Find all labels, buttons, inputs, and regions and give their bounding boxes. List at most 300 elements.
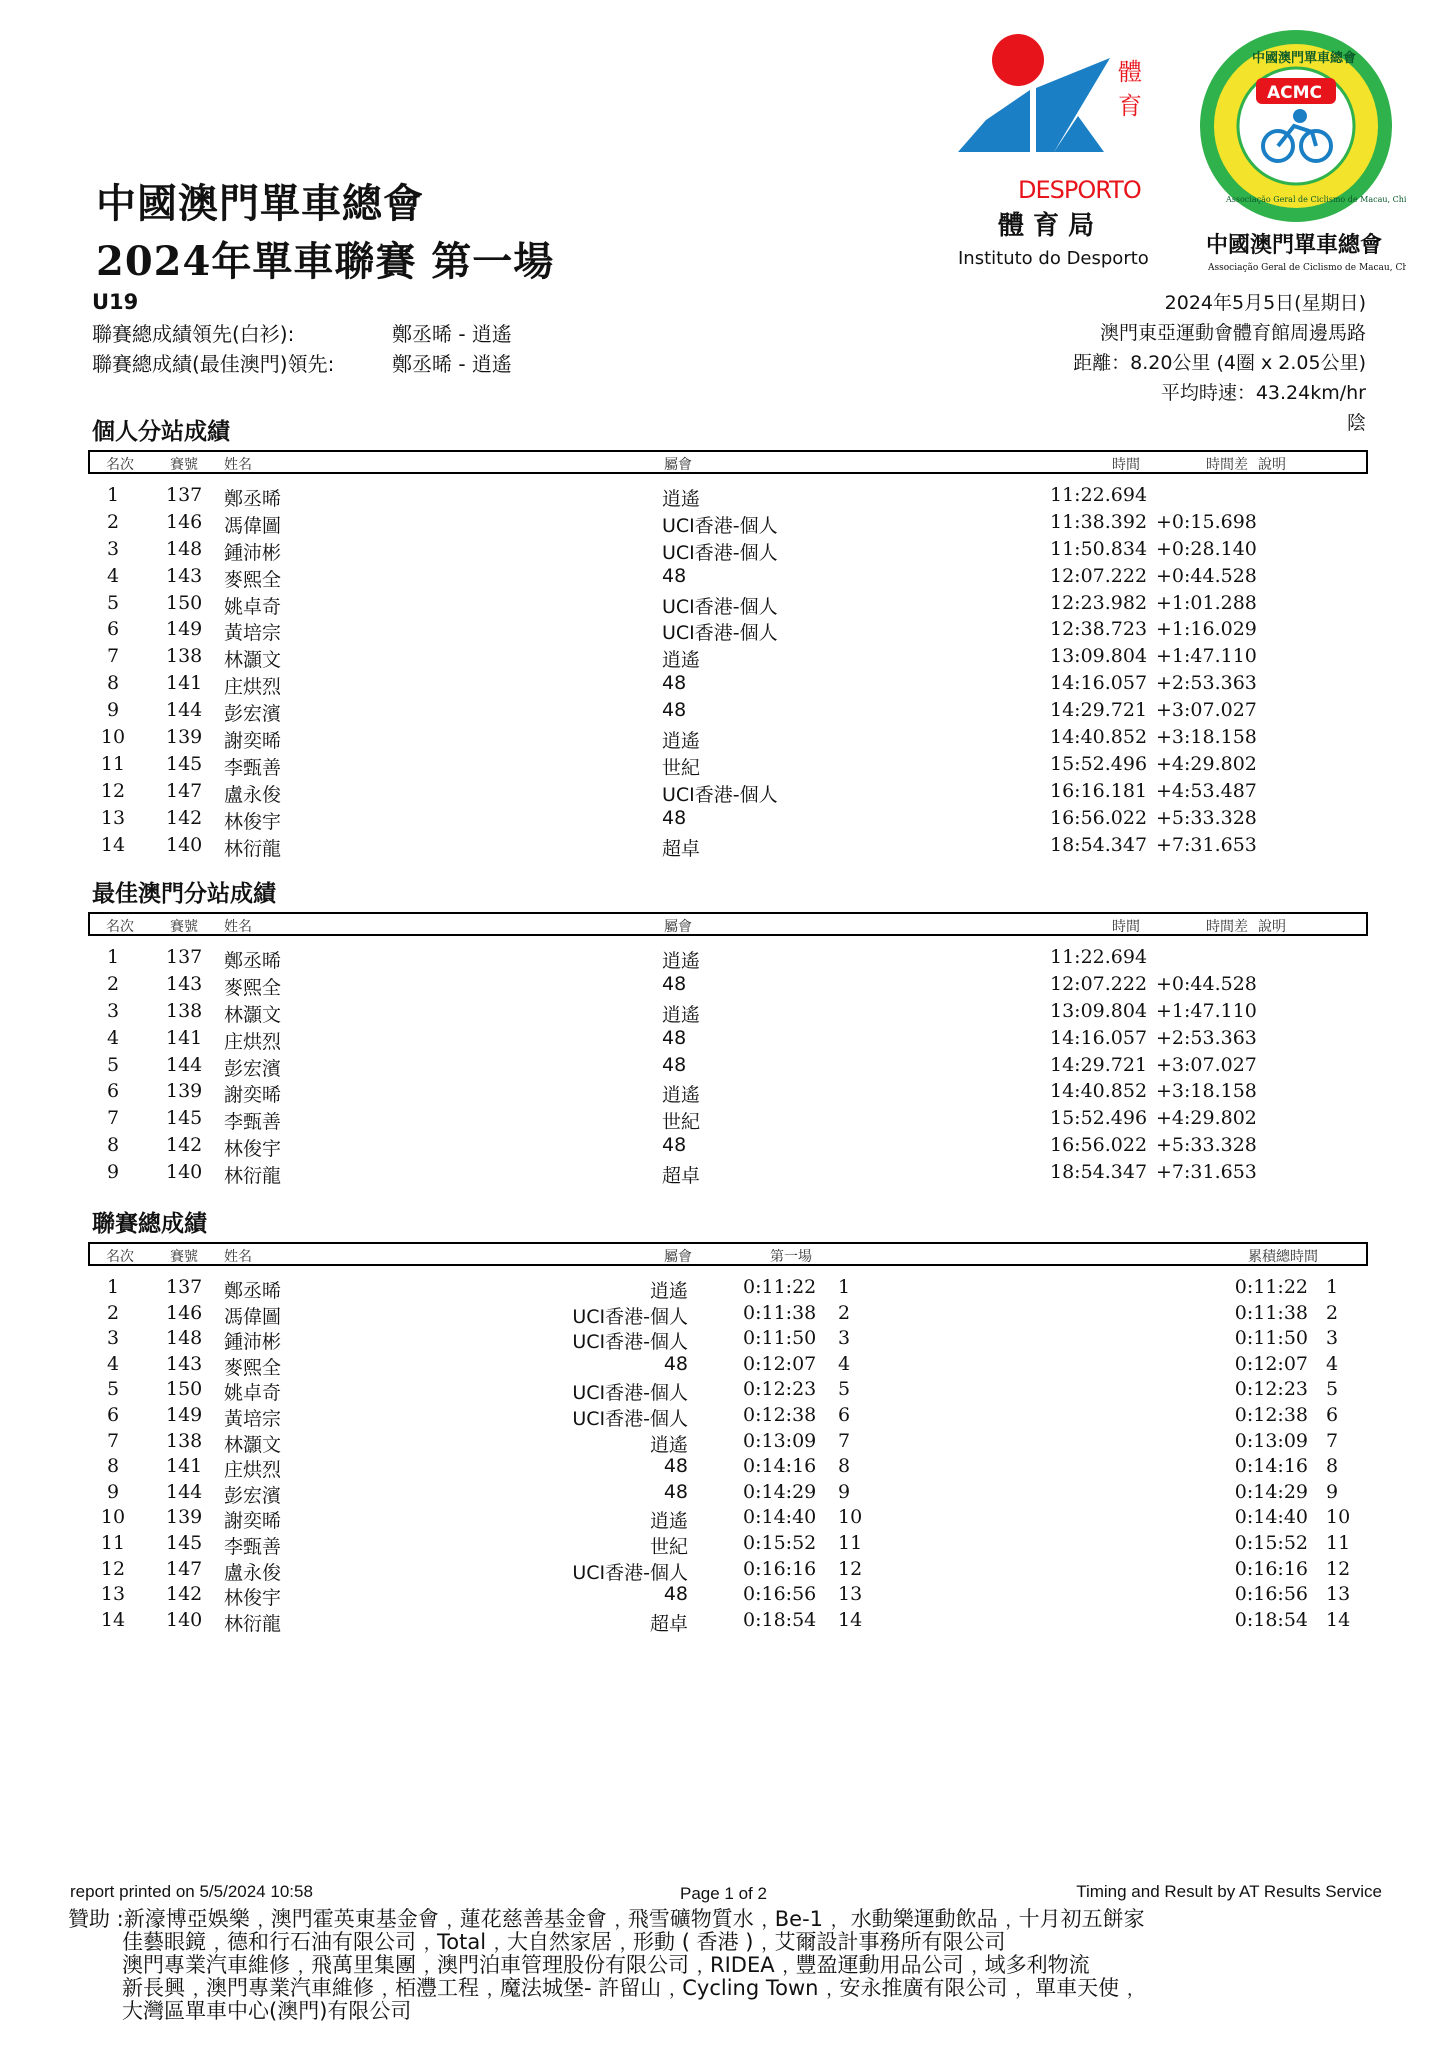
table-row — [88, 482, 1368, 509]
rank-cell: 13 — [100, 1583, 126, 1606]
name-cell: 姚卓奇 — [224, 595, 282, 618]
rank-cell: 14 — [100, 1608, 126, 1631]
time-cell: 15:52.496 — [1050, 752, 1148, 775]
time-cell: 14:16.057 — [1050, 1026, 1148, 1049]
club-cell: 48 — [662, 1026, 687, 1049]
time-cell: 14:29.721 — [1050, 1053, 1148, 1076]
stage-time-cell: 0:13:09 — [743, 1429, 817, 1452]
sponsor-line: 贊助 :新濠博亞娛樂﹐澳門霍英東基金會﹐蓮花慈善基金會﹐飛雪礦物質水﹐Be-1﹐ 水動樂運動飲品﹐十月初五餅家 — [68, 1907, 1145, 1931]
bib-cell: 150 — [166, 591, 203, 614]
table-row — [88, 778, 1368, 805]
bib-cell: 147 — [166, 1557, 203, 1580]
cumulative-pos-cell: 7 — [1326, 1429, 1339, 1452]
gap-cell: +0:44.528 — [1156, 564, 1257, 587]
table-row — [88, 1351, 1368, 1377]
stage-pos-cell: 6 — [838, 1403, 851, 1426]
rank-cell: 5 — [106, 591, 120, 614]
name-cell: 麥熙全 — [224, 1356, 282, 1379]
bib-cell: 137 — [166, 1276, 203, 1298]
time-cell: 11:38.392 — [1050, 510, 1148, 533]
name-cell: 盧永俊 — [224, 1561, 282, 1584]
club-cell: 48 — [663, 1480, 688, 1503]
bib-cell: 149 — [166, 618, 203, 641]
cumulative-pos-cell: 1 — [1326, 1276, 1339, 1298]
stage-section-title: 個人分站成績 — [92, 419, 230, 445]
bib-cell: 138 — [166, 1429, 203, 1452]
rank-cell: 4 — [106, 1352, 120, 1375]
bib-cell: 144 — [166, 699, 203, 722]
bib-cell: 141 — [166, 1455, 203, 1478]
cumulative-pos-cell: 9 — [1326, 1480, 1339, 1503]
name-cell: 姚卓奇 — [224, 1382, 282, 1405]
rank-cell: 10 — [100, 1506, 126, 1529]
sponsor-line: 佳藝眼鏡﹐德和行石油有限公司﹐Total﹐大自然家居﹐形動 ( 香港 )﹐艾爾設計事務所有限公司 — [122, 1930, 1006, 1954]
desporto-name-pt: Instituto do Desporto — [958, 248, 1149, 269]
club-cell: 逍遙 — [662, 488, 701, 510]
name-cell: 林俊宇 — [224, 1138, 282, 1161]
name-cell: 馮偉圖 — [224, 514, 282, 537]
table-row — [88, 1274, 1368, 1300]
acmc-ring-top: 中國澳門單車總會 — [1252, 51, 1357, 66]
rank-cell: 11 — [100, 752, 126, 775]
leader-macau-label: 聯賽總成績(最佳澳門)領先: — [92, 352, 335, 376]
stage-time-cell: 0:18:54 — [743, 1608, 817, 1631]
rank-cell: 5 — [106, 1053, 120, 1076]
rank-cell: 8 — [106, 672, 120, 695]
bib-cell: 141 — [166, 1026, 203, 1049]
timing-credit: Timing and Result by AT Results Service — [1076, 1882, 1382, 1901]
stage-pos-cell: 7 — [838, 1429, 851, 1452]
rank-cell: 8 — [106, 1134, 120, 1157]
club-cell: 48 — [662, 672, 687, 695]
bib-cell: 143 — [166, 972, 203, 995]
overall-table-body — [88, 1274, 1368, 1635]
table-row — [88, 536, 1368, 563]
club-cell: 48 — [662, 806, 687, 829]
cumulative-time-cell: 0:14:16 — [1234, 1455, 1308, 1478]
bib-cell: 142 — [166, 1134, 203, 1157]
stage-time-cell: 0:16:56 — [743, 1583, 817, 1606]
rank-cell: 7 — [106, 1429, 120, 1452]
time-cell: 16:56.022 — [1050, 806, 1148, 829]
club-cell: 逍遙 — [662, 730, 701, 753]
gap-cell: +5:33.328 — [1156, 1134, 1257, 1157]
bib-cell: 144 — [166, 1053, 203, 1076]
time-cell: 12:07.222 — [1050, 972, 1148, 995]
rank-cell: 9 — [106, 1161, 120, 1184]
bib-cell: 138 — [166, 999, 203, 1022]
table-row — [88, 590, 1368, 617]
club-cell: 世紀 — [662, 1111, 701, 1134]
gap-cell: +1:01.288 — [1156, 591, 1257, 614]
table-row — [88, 1078, 1368, 1105]
club-cell: UCI香港-個人 — [572, 1561, 688, 1584]
race-avg-speed: 平均時速：43.24km/hr — [1160, 382, 1366, 404]
col-bib: 賽號 — [170, 457, 198, 473]
cumulative-time-cell: 0:11:22 — [1234, 1276, 1308, 1298]
name-cell: 林衍龍 — [224, 1612, 282, 1635]
name-cell: 鍾沛彬 — [224, 1331, 282, 1354]
name-cell: 林衍龍 — [224, 1165, 282, 1188]
club-cell: UCI香港-個人 — [662, 595, 778, 618]
bib-cell: 145 — [166, 752, 203, 775]
name-cell: 謝奕晞 — [224, 730, 282, 753]
col-rank: 名次 — [106, 457, 134, 473]
club-cell: 48 — [663, 1455, 688, 1478]
club-cell: 48 — [662, 972, 687, 995]
club-cell: 逍遙 — [662, 950, 701, 972]
cumulative-pos-cell: 5 — [1326, 1378, 1339, 1401]
time-cell: 14:40.852 — [1050, 726, 1148, 749]
club-cell: 逍遙 — [662, 1084, 701, 1107]
name-cell: 黃培宗 — [224, 1407, 282, 1430]
club-cell: 超卓 — [649, 1612, 688, 1635]
name-cell: 林灝文 — [224, 1433, 282, 1456]
stage-pos-cell: 11 — [838, 1531, 863, 1554]
bib-cell: 143 — [166, 564, 203, 587]
name-cell: 麥熙全 — [224, 568, 282, 591]
bib-cell: 137 — [166, 946, 203, 968]
time-cell: 15:52.496 — [1050, 1107, 1148, 1130]
cumulative-pos-cell: 10 — [1326, 1506, 1351, 1529]
table-row — [88, 1530, 1368, 1556]
stage-time-cell: 0:11:38 — [743, 1301, 817, 1324]
name-cell: 麥熙全 — [224, 976, 282, 999]
club-cell: 48 — [663, 1583, 688, 1606]
bib-cell: 149 — [166, 1403, 203, 1426]
table-row — [88, 697, 1368, 724]
club-cell: 48 — [662, 1134, 687, 1157]
bib-cell: 145 — [166, 1531, 203, 1554]
gap-cell: +3:18.158 — [1156, 1080, 1257, 1103]
desporto-word: DESPORTO — [1018, 176, 1141, 204]
bib-cell: 150 — [166, 1378, 203, 1401]
name-cell: 李甄善 — [224, 1111, 282, 1134]
time-cell: 12:23.982 — [1050, 591, 1148, 614]
table-row — [88, 1105, 1368, 1132]
bib-cell: 148 — [166, 537, 203, 560]
rank-cell: 1 — [106, 1276, 120, 1298]
col-rank: 名次 — [106, 919, 134, 935]
time-cell: 11:22.694 — [1050, 946, 1148, 968]
rank-cell: 7 — [106, 1107, 120, 1130]
stage-time-cell: 0:12:38 — [743, 1403, 817, 1426]
club-cell: 逍遙 — [662, 1003, 701, 1026]
rank-cell: 2 — [106, 972, 120, 995]
cumulative-pos-cell: 12 — [1326, 1557, 1351, 1580]
table-row — [88, 1428, 1368, 1454]
name-cell: 彭宏濱 — [224, 703, 282, 726]
club-cell: 48 — [662, 699, 687, 722]
club-cell: UCI香港-個人 — [662, 514, 778, 537]
club-cell: UCI香港-個人 — [662, 541, 778, 564]
table-row — [88, 832, 1368, 859]
col-bib: 賽號 — [170, 919, 198, 935]
cumulative-time-cell: 0:11:38 — [1234, 1301, 1308, 1324]
cumulative-time-cell: 0:15:52 — [1234, 1531, 1308, 1554]
stage-pos-cell: 10 — [838, 1506, 863, 1529]
rank-cell: 9 — [106, 1480, 120, 1503]
stage-time-cell: 0:14:16 — [743, 1455, 817, 1478]
macau-table-body — [88, 944, 1368, 1186]
table-row — [88, 1052, 1368, 1079]
cumulative-time-cell: 0:12:38 — [1234, 1403, 1308, 1426]
desporto-emblem-icon — [950, 30, 1150, 270]
name-cell: 謝奕晞 — [224, 1084, 282, 1107]
table-row — [88, 1607, 1368, 1633]
col-club: 屬會 — [664, 1249, 692, 1265]
col-time: 時間 — [1112, 919, 1140, 935]
bib-cell: 138 — [166, 645, 203, 668]
cumulative-pos-cell: 13 — [1326, 1583, 1351, 1606]
bib-cell: 140 — [166, 833, 203, 856]
name-cell: 黃培宗 — [224, 622, 282, 645]
bib-cell: 148 — [166, 1327, 203, 1350]
category-label: U19 — [92, 290, 139, 314]
gap-cell: +1:47.110 — [1156, 999, 1257, 1022]
bib-cell: 140 — [166, 1161, 203, 1184]
col-cumulative: 累積總時間 — [1248, 1249, 1318, 1265]
table-row — [88, 643, 1368, 670]
name-cell: 鄭丞晞 — [224, 1280, 282, 1302]
stage-table-header — [88, 450, 1368, 474]
name-cell: 盧永俊 — [224, 783, 282, 806]
table-row — [88, 509, 1368, 536]
race-venue: 澳門東亞運動會體育館周邊馬路 — [1099, 322, 1366, 344]
page-number: Page 1 of 2 — [680, 1884, 767, 1903]
name-cell: 林灝文 — [224, 1003, 282, 1026]
club-cell: UCI香港-個人 — [662, 783, 778, 806]
rank-cell: 8 — [106, 1455, 120, 1478]
club-cell: UCI香港-個人 — [572, 1407, 688, 1430]
table-row — [88, 1453, 1368, 1482]
gap-cell: +2:53.363 — [1156, 1026, 1257, 1049]
page-title: 中國澳門單車總會 — [96, 180, 424, 227]
club-cell: 逍遙 — [649, 1433, 688, 1456]
stage-time-cell: 0:11:22 — [743, 1276, 817, 1298]
macau-table-header — [88, 912, 1368, 936]
race-distance: 距離：8.20公里 (4圈 x 2.05公里) — [1073, 352, 1366, 374]
rank-cell: 6 — [106, 1080, 120, 1103]
bib-cell: 145 — [166, 1107, 203, 1130]
sponsor-line: 新長興﹐澳門專業汽車維修﹐栢灃工程﹐魔法城堡- 許留山﹐Cycling Town﹐安永推廣有限公司﹐ 單車天使﹐ — [122, 1976, 1141, 2000]
bib-cell: 142 — [166, 806, 203, 829]
bib-cell: 139 — [166, 1506, 203, 1529]
time-cell: 14:16.057 — [1050, 672, 1148, 695]
cumulative-time-cell: 0:16:16 — [1234, 1557, 1308, 1580]
gap-cell: +1:47.110 — [1156, 645, 1257, 668]
table-row — [88, 944, 1368, 971]
time-cell: 11:50.834 — [1050, 537, 1148, 560]
stage-pos-cell: 3 — [838, 1327, 851, 1350]
macau-section-title: 最佳澳門分站成績 — [92, 881, 276, 907]
rank-cell: 4 — [106, 1026, 120, 1049]
name-cell: 彭宏濱 — [224, 1484, 282, 1507]
col-gap: 時間差 — [1206, 457, 1248, 473]
name-cell: 鄭丞晞 — [224, 488, 282, 510]
bib-cell: 147 — [166, 779, 203, 802]
rank-cell: 12 — [100, 779, 126, 802]
print-timestamp: report printed on 5/5/2024 10:58 — [70, 1882, 313, 1901]
acmc-badge: ACMC — [1267, 83, 1323, 103]
name-cell: 庄烘烈 — [224, 676, 282, 699]
table-row — [88, 616, 1368, 643]
cumulative-pos-cell: 3 — [1326, 1327, 1339, 1350]
time-cell: 12:07.222 — [1050, 564, 1148, 587]
table-row — [88, 670, 1368, 697]
gap-cell: +4:29.802 — [1156, 752, 1257, 775]
stage-pos-cell: 9 — [838, 1480, 851, 1503]
bib-cell: 141 — [166, 672, 203, 695]
cumulative-pos-cell: 14 — [1326, 1608, 1351, 1631]
table-row — [88, 1025, 1368, 1052]
sponsor-list — [68, 1908, 1398, 2023]
stage-pos-cell: 2 — [838, 1301, 851, 1324]
bib-cell: 139 — [166, 726, 203, 749]
bib-cell: 139 — [166, 1080, 203, 1103]
desporto-char-1: 體 — [1118, 58, 1142, 86]
cumulative-time-cell: 0:12:23 — [1234, 1378, 1308, 1401]
acmc-name-pt: Associação Geral de Ciclismo de Macau, China — [1208, 263, 1406, 273]
rank-cell: 5 — [106, 1378, 120, 1401]
leader-overall-label: 聯賽總成績領先(白衫): — [92, 322, 295, 346]
club-cell: 48 — [663, 1352, 688, 1375]
club-cell: 48 — [662, 1053, 687, 1076]
table-row — [88, 1581, 1368, 1610]
race-weather: 陰 — [1346, 412, 1366, 434]
rank-cell: 3 — [106, 1327, 120, 1350]
col-note: 說明 — [1258, 457, 1286, 473]
col-bib: 賽號 — [170, 1249, 198, 1265]
name-cell: 李甄善 — [224, 1535, 282, 1558]
col-name: 姓名 — [224, 1249, 252, 1265]
gap-cell: +2:53.363 — [1156, 672, 1257, 695]
time-cell: 16:16.181 — [1050, 779, 1148, 802]
name-cell: 庄烘烈 — [224, 1030, 282, 1053]
acmc-name-zh: 中國澳門單車總會 — [1206, 232, 1383, 258]
gap-cell: +4:53.487 — [1156, 779, 1257, 802]
bib-cell: 144 — [166, 1480, 203, 1503]
rank-cell: 11 — [100, 1531, 126, 1554]
rank-cell: 13 — [100, 806, 126, 829]
event-title: 2024年單車聯賽 第一場 — [96, 238, 555, 285]
desporto-logo — [950, 30, 1150, 270]
rank-cell: 1 — [106, 484, 120, 506]
gap-cell: +5:33.328 — [1156, 806, 1257, 829]
stage-pos-cell: 14 — [838, 1608, 863, 1631]
rank-cell: 3 — [106, 999, 120, 1022]
club-cell: UCI香港-個人 — [572, 1382, 688, 1405]
time-cell: 12:38.723 — [1050, 618, 1148, 641]
table-row — [88, 1132, 1368, 1159]
stage-time-cell: 0:16:16 — [743, 1557, 817, 1580]
desporto-char-2: 育 — [1118, 92, 1142, 120]
col-name: 姓名 — [224, 919, 252, 935]
acmc-ring-text: Associação Geral de Ciclismo de Macau, China — [1226, 195, 1406, 204]
club-cell: UCI香港-個人 — [572, 1305, 688, 1328]
col-time: 時間 — [1112, 457, 1140, 473]
overall-table-header — [88, 1242, 1368, 1266]
stage-time-cell: 0:14:29 — [743, 1480, 817, 1503]
race-info — [1073, 288, 1366, 438]
name-cell: 林衍龍 — [224, 837, 282, 860]
club-cell: 世紀 — [649, 1535, 688, 1558]
rank-cell: 10 — [100, 726, 126, 749]
cumulative-time-cell: 0:16:56 — [1234, 1583, 1308, 1606]
club-cell: 世紀 — [662, 756, 701, 779]
rank-cell: 6 — [106, 618, 120, 641]
table-row — [88, 1300, 1368, 1326]
table-row — [88, 998, 1368, 1025]
time-cell: 18:54.347 — [1050, 833, 1148, 856]
sponsor-line: 澳門專業汽車維修﹐飛萬里集團﹐澳門泊車管理股份有限公司﹐RIDEA﹐豐盈運動用品公司﹐域多利物流 — [122, 1953, 1090, 1977]
table-row — [88, 1159, 1368, 1186]
gap-cell: +1:16.029 — [1156, 618, 1257, 641]
time-cell: 18:54.347 — [1050, 1161, 1148, 1184]
rank-cell: 7 — [106, 645, 120, 668]
rank-cell: 9 — [106, 699, 120, 722]
gap-cell: +3:18.158 — [1156, 726, 1257, 749]
table-row — [88, 1376, 1368, 1405]
leader-overall — [92, 318, 512, 347]
table-row — [88, 724, 1368, 751]
cumulative-pos-cell: 4 — [1326, 1352, 1339, 1375]
table-row — [88, 971, 1368, 998]
rank-cell: 3 — [106, 537, 120, 560]
gap-cell: +0:28.140 — [1156, 537, 1257, 560]
cumulative-time-cell: 0:18:54 — [1234, 1608, 1308, 1631]
cumulative-time-cell: 0:14:40 — [1234, 1506, 1308, 1529]
stage-time-cell: 0:15:52 — [743, 1531, 817, 1554]
bib-cell: 143 — [166, 1352, 203, 1375]
stage-pos-cell: 5 — [838, 1378, 851, 1401]
col-club: 屬會 — [664, 919, 692, 935]
stage-time-cell: 0:11:50 — [743, 1327, 817, 1350]
time-cell: 11:22.694 — [1050, 484, 1148, 506]
club-cell: 逍遙 — [662, 649, 701, 672]
name-cell: 鄭丞晞 — [224, 950, 282, 972]
col-note: 說明 — [1258, 919, 1286, 935]
name-cell: 馮偉圖 — [224, 1305, 282, 1328]
club-cell: UCI香港-個人 — [662, 622, 778, 645]
bib-cell: 146 — [166, 510, 203, 533]
desporto-name-zh: 體 育 局 — [998, 211, 1095, 241]
name-cell: 謝奕晞 — [224, 1510, 282, 1533]
acmc-logo — [1196, 28, 1406, 278]
cumulative-pos-cell: 2 — [1326, 1301, 1339, 1324]
club-cell: UCI香港-個人 — [572, 1331, 688, 1354]
leader-overall-value: 鄭丞晞 - 逍遙 — [392, 322, 512, 346]
name-cell: 林俊宇 — [224, 1587, 282, 1610]
gap-cell: +0:15.698 — [1156, 510, 1257, 533]
rank-cell: 2 — [106, 1301, 120, 1324]
bib-cell: 140 — [166, 1608, 203, 1631]
table-row — [88, 805, 1368, 832]
cumulative-pos-cell: 6 — [1326, 1403, 1339, 1426]
rank-cell: 4 — [106, 564, 120, 587]
table-row — [88, 751, 1368, 778]
cumulative-time-cell: 0:12:07 — [1234, 1352, 1308, 1375]
col-rank: 名次 — [106, 1249, 134, 1265]
gap-cell: +3:07.027 — [1156, 699, 1257, 722]
gap-cell: +4:29.802 — [1156, 1107, 1257, 1130]
cumulative-pos-cell: 11 — [1326, 1531, 1351, 1554]
time-cell: 13:09.804 — [1050, 645, 1148, 668]
cumulative-pos-cell: 8 — [1326, 1455, 1339, 1478]
gap-cell: +3:07.027 — [1156, 1053, 1257, 1076]
table-row — [88, 1402, 1368, 1428]
club-cell: 超卓 — [662, 1165, 701, 1188]
